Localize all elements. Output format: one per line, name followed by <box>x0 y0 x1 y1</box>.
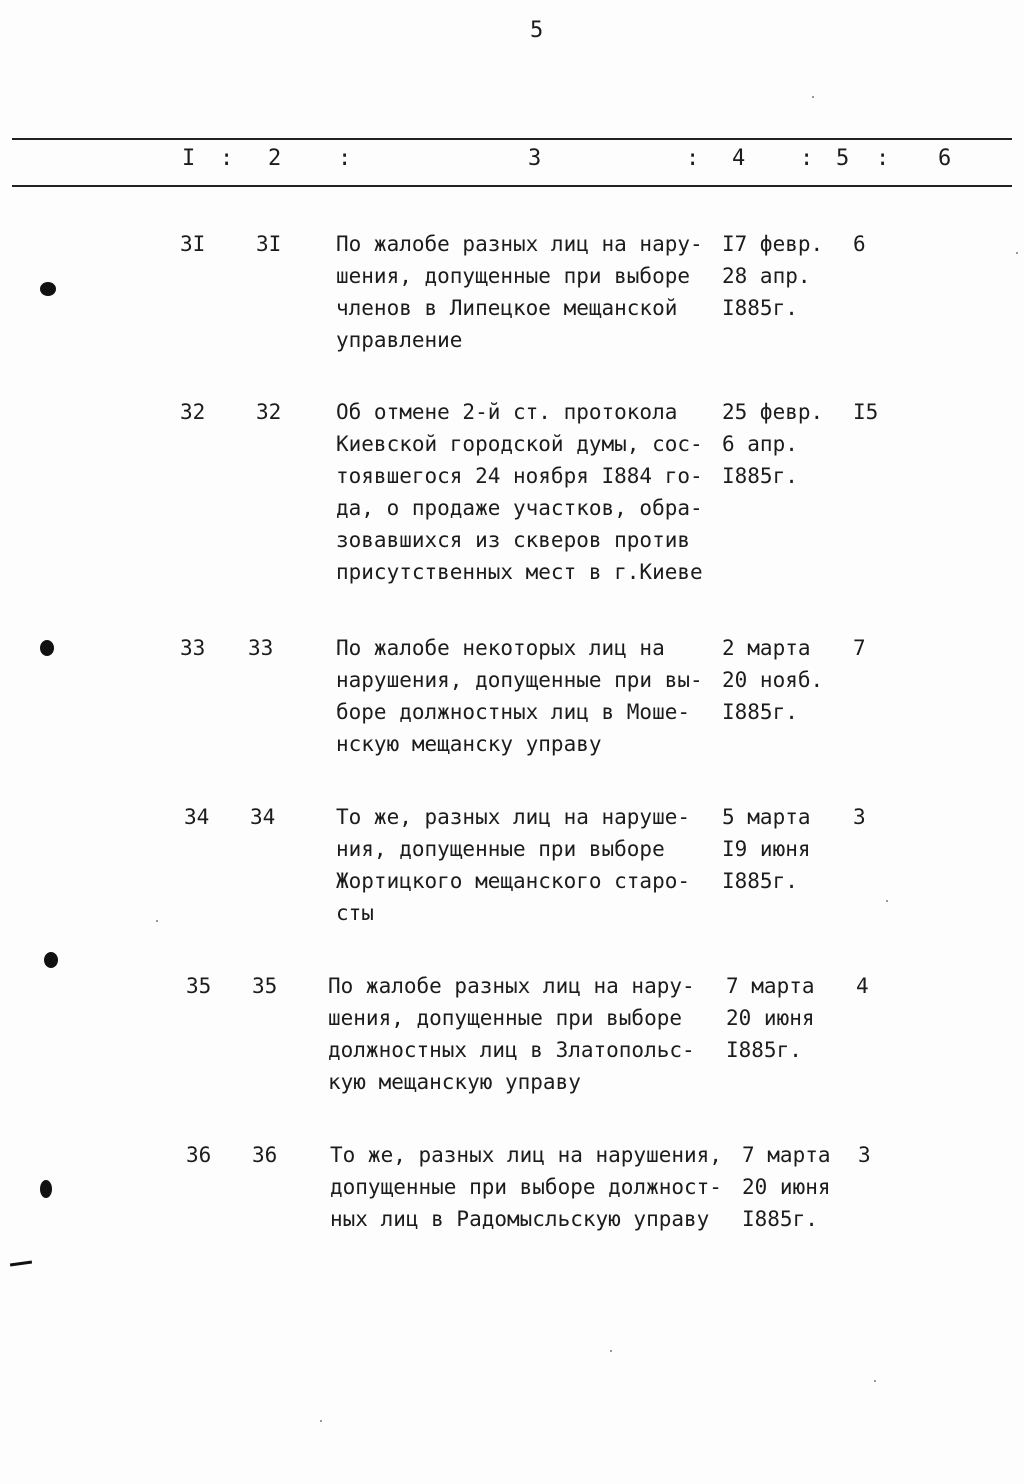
header-col-6: 6 <box>938 146 952 171</box>
date-year: I885г. <box>722 464 798 488</box>
scan-speck <box>610 1350 612 1352</box>
date-year: I885г. <box>726 1038 802 1062</box>
header-separator: : <box>338 146 352 171</box>
description-line: По жалобе разных лиц на нару- <box>336 232 703 256</box>
description-line: Жортицкого мещанского старо- <box>336 869 691 893</box>
entry-file-number: 34 <box>250 805 276 829</box>
punch-hole-mark <box>40 1180 52 1198</box>
date-start: I7 февр. <box>722 232 824 256</box>
description-line: шения, допущенные при выборе <box>336 264 691 288</box>
description-line: сты <box>336 901 374 925</box>
entry-file-number: 36 <box>252 1143 278 1167</box>
entry-dates <box>722 228 852 324</box>
entry-number: 33 <box>180 636 206 660</box>
date-year: I885г. <box>722 700 798 724</box>
table-header <box>0 146 1024 176</box>
entry-file-number: 32 <box>256 400 282 424</box>
date-end: 28 апр. <box>722 264 811 288</box>
description-line: членов в Липецкое мещанской <box>336 296 678 320</box>
header-col-5: 5 <box>836 146 850 171</box>
entry-sheet-count: 6 <box>853 232 866 256</box>
entry-description <box>336 632 726 760</box>
header-separator: : <box>876 146 890 171</box>
entry-sheet-count: 7 <box>853 636 866 660</box>
entry-dates <box>742 1139 852 1235</box>
scan-speck <box>886 900 888 902</box>
date-start: 7 марта <box>742 1143 831 1167</box>
scan-speck <box>874 1380 876 1382</box>
entry-file-number: 3I <box>256 232 282 256</box>
description-line: зовавшихся из скверов против <box>336 528 691 552</box>
date-start: 2 марта <box>722 636 811 660</box>
description-line: должностных лиц в Златопольс- <box>328 1038 695 1062</box>
date-year: I885г. <box>722 296 798 320</box>
date-end: 6 апр. <box>722 432 798 456</box>
header-separator: : <box>220 146 234 171</box>
description-line: кую мещанскую управу <box>328 1070 581 1094</box>
description-line: ных лиц в Радомысльскую управу <box>330 1207 710 1231</box>
description-line: ния, допущенные при выборе <box>336 837 665 861</box>
date-start: 5 марта <box>722 805 811 829</box>
description-line: допущенные при выборе должност- <box>330 1175 722 1199</box>
entry-number: 3I <box>180 232 206 256</box>
entry-dates <box>722 632 852 728</box>
date-end: 20 июня <box>742 1175 831 1199</box>
date-start: 7 марта <box>726 974 815 998</box>
punch-hole-mark <box>44 952 58 968</box>
date-start: 25 февр. <box>722 400 824 424</box>
entry-number: 34 <box>184 805 210 829</box>
header-top-rule <box>12 138 1012 140</box>
description-line: Киевской городской думы, сос- <box>336 432 703 456</box>
header-separator: : <box>686 146 700 171</box>
description-line: боре должностных лиц в Моше- <box>336 700 691 724</box>
header-col-2: 2 <box>268 146 282 171</box>
entry-number: 32 <box>180 400 206 424</box>
entry-dates <box>722 801 852 897</box>
date-end: 20 нояб. <box>722 668 824 692</box>
entry-file-number: 35 <box>252 974 278 998</box>
header-bottom-rule <box>12 185 1012 187</box>
description-line: нскую мещанску управу <box>336 732 602 756</box>
entry-file-number: 33 <box>248 636 274 660</box>
description-line: шения, допущенные при выборе <box>328 1006 683 1030</box>
description-line: нарушения, допущенные при вы- <box>336 668 703 692</box>
description-line: управление <box>336 328 463 352</box>
punch-hole-mark <box>40 640 54 656</box>
entry-description <box>328 970 718 1098</box>
date-end: I9 июня <box>722 837 811 861</box>
description-line: По жалобе некоторых лиц на <box>336 636 665 660</box>
scan-speck <box>156 920 158 922</box>
description-line: То же, разных лиц на наруше- <box>336 805 691 829</box>
description-line: присутственных мест в г.Киеве <box>336 560 703 584</box>
date-year: I885г. <box>722 869 798 893</box>
scan-speck <box>1016 252 1018 254</box>
header-col-3: 3 <box>528 146 542 171</box>
scan-speck <box>812 96 814 98</box>
date-end: 20 июня <box>726 1006 815 1030</box>
entry-description <box>336 801 726 929</box>
description-line: тоявшегося 24 ноября I884 го- <box>336 464 703 488</box>
date-year: I885г. <box>742 1207 818 1231</box>
entry-description <box>336 228 726 356</box>
description-line: да, о продаже участков, обра- <box>336 496 703 520</box>
entry-sheet-count: 4 <box>856 974 869 998</box>
entry-sheet-count: 3 <box>858 1143 871 1167</box>
entry-description <box>330 1139 740 1235</box>
page-number: 5 <box>530 18 544 43</box>
entry-number: 35 <box>186 974 212 998</box>
scan-mark <box>10 1260 32 1266</box>
header-separator: : <box>800 146 814 171</box>
entry-dates <box>726 970 856 1066</box>
entry-dates <box>722 396 852 492</box>
entry-sheet-count: I5 <box>853 400 879 424</box>
punch-hole-mark <box>40 282 56 296</box>
entry-description <box>336 396 726 588</box>
entry-sheet-count: 3 <box>853 805 866 829</box>
description-line: Об отмене 2-й ст. протокола <box>336 400 678 424</box>
header-col-4: 4 <box>732 146 746 171</box>
scan-speck <box>320 1420 322 1422</box>
header-col-1: I <box>182 146 196 171</box>
description-line: По жалобе разных лиц на нару- <box>328 974 695 998</box>
entry-number: 36 <box>186 1143 212 1167</box>
description-line: То же, разных лиц на нарушения, <box>330 1143 722 1167</box>
